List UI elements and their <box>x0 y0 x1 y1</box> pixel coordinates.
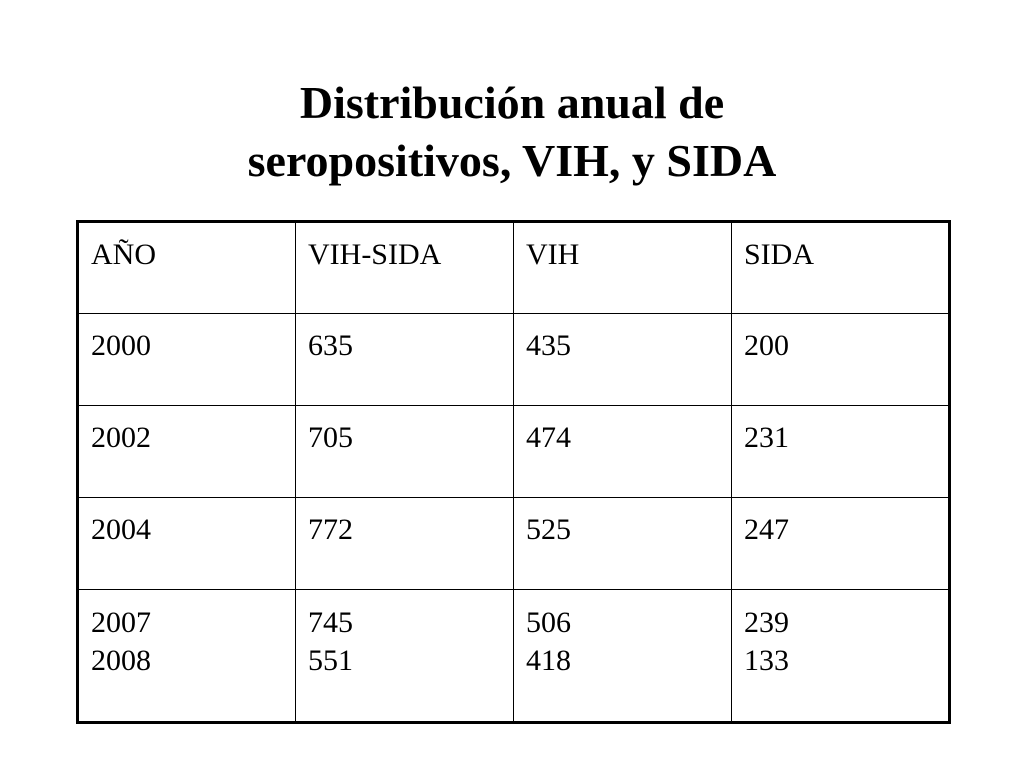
cell-value: 2007 <box>91 606 151 639</box>
table-row <box>78 498 950 590</box>
cell-value: 525 <box>526 513 571 546</box>
table-cell <box>514 590 732 723</box>
cell-value: 745 <box>308 606 353 639</box>
cell-value: 772 <box>308 513 353 546</box>
table-cell <box>296 498 514 590</box>
table-cell <box>732 406 950 498</box>
cell-value: 435 <box>526 329 571 362</box>
table-cell <box>78 406 296 498</box>
slide-title <box>0 74 1024 190</box>
slide-title-line-2: seropositivos, VIH, y SIDA <box>247 135 777 186</box>
header-cell-year: AÑO <box>78 222 296 314</box>
table-row <box>78 406 950 498</box>
cell-value: 247 <box>744 513 789 546</box>
header-cell-vih-sida: VIH-SIDA <box>296 222 514 314</box>
table-cell <box>78 590 296 723</box>
cell-value: 2008 <box>91 644 151 677</box>
table-cell <box>732 314 950 406</box>
table-cell <box>78 314 296 406</box>
cell-value: 2000 <box>91 329 151 362</box>
table-row <box>78 314 950 406</box>
table-cell <box>296 314 514 406</box>
cell-value: 705 <box>308 421 353 454</box>
table-cell <box>514 406 732 498</box>
table-row <box>78 590 950 723</box>
table-header-row <box>78 222 950 314</box>
header-cell-vih: VIH <box>514 222 732 314</box>
table-cell <box>296 590 514 723</box>
cell-value: 551 <box>308 644 353 677</box>
cell-value: 506 <box>526 606 571 639</box>
cell-value: 133 <box>744 644 789 677</box>
table-cell <box>514 314 732 406</box>
cell-value: 418 <box>526 644 571 677</box>
header-cell-sida: SIDA <box>732 222 950 314</box>
table-cell <box>732 498 950 590</box>
cell-value: 635 <box>308 329 353 362</box>
table-cell <box>732 590 950 723</box>
cell-value: 474 <box>526 421 571 454</box>
data-table <box>76 220 951 724</box>
table-cell <box>296 406 514 498</box>
cell-value: 2004 <box>91 513 151 546</box>
cell-value: 231 <box>744 421 789 454</box>
table-cell <box>514 498 732 590</box>
table-cell <box>78 498 296 590</box>
slide-title-line-1: Distribución anual de <box>299 77 725 128</box>
cell-value: 200 <box>744 329 789 362</box>
cell-value: 2002 <box>91 421 151 454</box>
cell-value: 239 <box>744 606 789 639</box>
